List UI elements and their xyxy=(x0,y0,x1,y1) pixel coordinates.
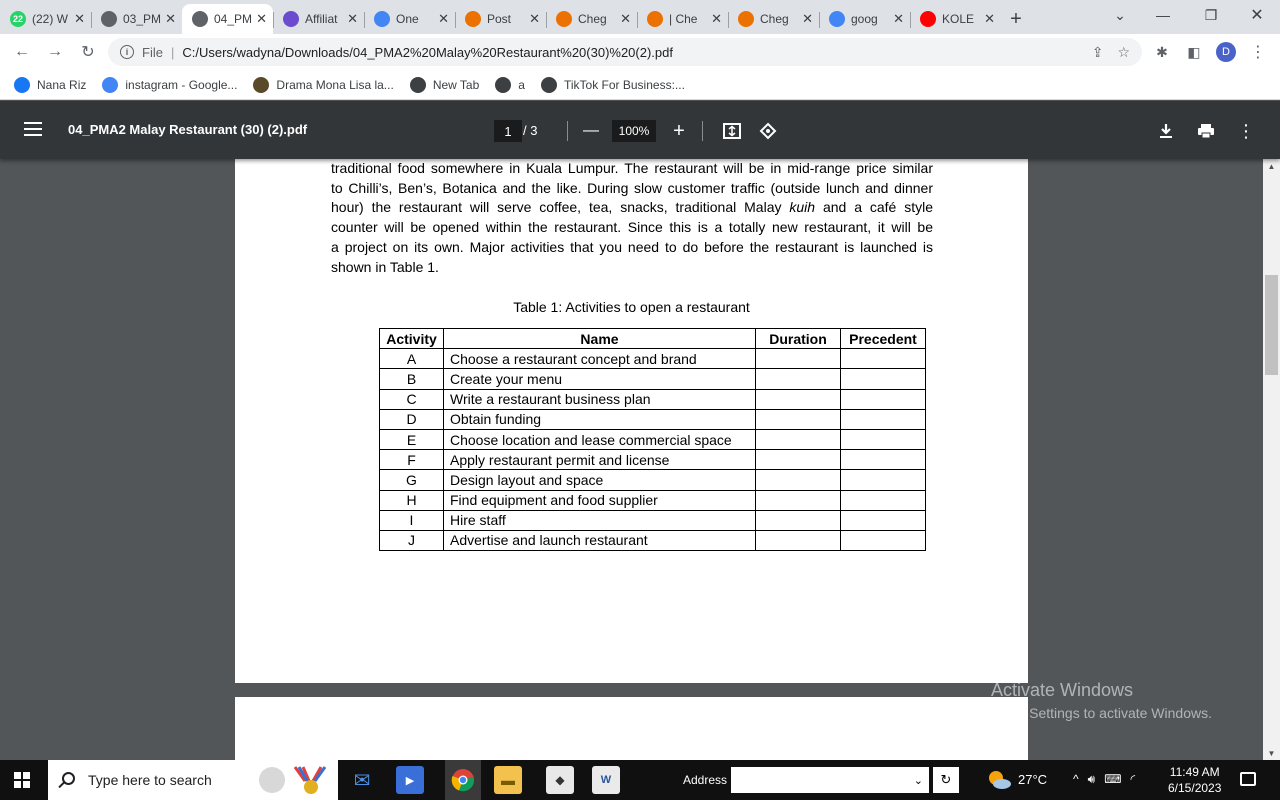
table-cell xyxy=(756,470,841,490)
tab-strip xyxy=(0,0,1280,34)
table-cell: Advertise and launch restaurant xyxy=(444,530,756,550)
tab-title: One xyxy=(396,12,419,26)
browser-tab[interactable] xyxy=(0,4,91,34)
word-icon[interactable]: W xyxy=(592,766,620,794)
browser-tab[interactable] xyxy=(182,4,273,34)
chegg-icon xyxy=(738,11,754,27)
table-row xyxy=(380,429,926,449)
more-actions-icon[interactable]: ⋮ xyxy=(1237,120,1255,141)
table-cell: A xyxy=(380,349,444,369)
table-cell: Apply restaurant permit and license xyxy=(444,450,756,470)
table-header-cell: Precedent xyxy=(841,329,926,349)
table-cell: Write a restaurant business plan xyxy=(444,389,756,409)
page-total: / 3 xyxy=(523,123,538,138)
table-cell xyxy=(756,389,841,409)
table-row xyxy=(380,369,926,389)
globe-icon xyxy=(495,77,511,93)
minimize-icon[interactable]: — xyxy=(1156,7,1170,23)
close-tab-icon[interactable]: ✕ xyxy=(438,11,449,26)
browser-tab[interactable] xyxy=(910,4,1001,34)
google-icon xyxy=(829,11,845,27)
browser-tab[interactable] xyxy=(546,4,637,34)
browser-tab[interactable] xyxy=(273,4,364,34)
google-icon xyxy=(102,77,118,93)
address-toolbar xyxy=(0,34,1280,70)
zoom-input[interactable]: 100% xyxy=(612,120,656,142)
paragraph-line: shown in Table 1. xyxy=(331,258,439,275)
search-icon xyxy=(62,772,75,785)
pdf-viewer[interactable] xyxy=(0,159,1280,760)
tab-title: Post xyxy=(487,12,512,26)
scroll-up-icon[interactable]: ▲ xyxy=(1267,161,1276,171)
bookmark-item[interactable] xyxy=(541,77,685,93)
watermark-subtitle: Go to Settings to activate Windows. xyxy=(991,705,1212,721)
table-cell: Choose a restaurant concept and brand xyxy=(444,349,756,369)
close-tab-icon[interactable]: ✕ xyxy=(802,11,813,26)
globe-icon xyxy=(410,77,426,93)
bookmark-label: a xyxy=(518,77,525,92)
close-window-icon[interactable]: ✕ xyxy=(1250,7,1264,24)
close-tab-icon[interactable]: ✕ xyxy=(529,11,540,26)
app-tile-icon[interactable]: ◆ xyxy=(546,766,574,794)
fit-to-page-icon[interactable] xyxy=(720,118,744,144)
avatar: D xyxy=(1216,42,1236,62)
chrome-taskbar-icon[interactable] xyxy=(445,760,481,800)
globe-icon xyxy=(192,11,208,27)
table-cell xyxy=(756,369,841,389)
close-tab-icon[interactable]: ✕ xyxy=(165,11,176,26)
browser-tab[interactable] xyxy=(637,4,728,34)
whatsapp-icon: 22 xyxy=(10,11,26,27)
windows-taskbar xyxy=(0,760,1280,800)
watermark-title: Activate Windows xyxy=(991,680,1134,700)
scheme-divider: | xyxy=(170,44,175,60)
table-cell: G xyxy=(380,470,444,490)
bookmark-item[interactable] xyxy=(410,77,479,93)
tab-title: 03_PM xyxy=(123,12,162,26)
activate-windows-watermark xyxy=(991,680,1212,721)
table-cell xyxy=(841,530,926,550)
table-row xyxy=(380,349,926,369)
bookmark-label: New Tab xyxy=(432,77,480,92)
address-toolbar-label: Address xyxy=(683,773,728,787)
omnibox[interactable] xyxy=(108,38,1142,66)
table-cell xyxy=(756,429,841,449)
close-tab-icon[interactable]: ✕ xyxy=(711,11,722,26)
activities-table xyxy=(379,328,926,551)
temperature[interactable]: 27°C xyxy=(1018,772,1048,787)
pdf-toolbar xyxy=(0,101,1280,159)
tab-title: 04_PM xyxy=(214,12,253,26)
taskbar-address-input[interactable]: ⌄ xyxy=(731,767,929,793)
table-row xyxy=(380,409,926,429)
system-clock[interactable] xyxy=(1168,764,1221,796)
table-cell: H xyxy=(380,490,444,510)
table-cell xyxy=(756,450,841,470)
globe-icon xyxy=(101,11,117,27)
bookmark-item[interactable] xyxy=(495,77,525,93)
golf-ball-icon[interactable] xyxy=(259,767,285,793)
system-tray xyxy=(1073,772,1135,787)
table-cell xyxy=(841,450,926,470)
toolbar-divider xyxy=(702,121,703,141)
table-cell xyxy=(841,510,926,530)
table-cell: C xyxy=(380,389,444,409)
rotate-icon[interactable] xyxy=(756,118,780,144)
table-header-cell: Name xyxy=(444,329,756,349)
youtube-icon xyxy=(920,11,936,27)
table-header-cell: Activity xyxy=(380,329,444,349)
browser-tab[interactable] xyxy=(819,4,910,34)
chegg-icon xyxy=(465,11,481,27)
pdf-menu-icon[interactable] xyxy=(24,122,42,136)
bookmark-item[interactable] xyxy=(14,77,86,93)
pdf-page xyxy=(235,139,1028,683)
google-icon xyxy=(374,11,390,27)
drama-thumbnail-icon xyxy=(253,77,269,93)
print-icon[interactable] xyxy=(1194,118,1218,144)
table-cell xyxy=(841,389,926,409)
paragraph-line: counter will be opened within the restaurant. Since this is a totally new restaurant, it will be xyxy=(331,219,933,236)
paragraph-line: traditional food somewhere in Kuala Lumpur. The restaurant will be in mid-range price similar xyxy=(331,159,933,176)
table-cell xyxy=(841,409,926,429)
forward-icon[interactable]: → xyxy=(47,43,63,60)
volume-icon[interactable]: 🔊︎ xyxy=(1087,772,1096,786)
toolbar-divider xyxy=(567,121,568,141)
table-row xyxy=(380,510,926,530)
table-row xyxy=(380,470,926,490)
bookmark-label: Drama Mona Lisa la... xyxy=(276,77,394,92)
affiliate-logo-icon xyxy=(283,11,299,27)
pdf-title: 04_PMA2 Malay Restaurant (30) (2).pdf xyxy=(68,122,308,137)
scrollbar[interactable] xyxy=(1263,159,1280,760)
table-row xyxy=(380,450,926,470)
bookmark-item[interactable] xyxy=(253,77,393,93)
chegg-icon xyxy=(647,11,663,27)
chegg-icon xyxy=(556,11,572,27)
tab-title: goog xyxy=(851,12,878,26)
table-cell xyxy=(756,409,841,429)
browser-tab[interactable] xyxy=(364,4,455,34)
url-text[interactable]: C:/Users/wadyna/Downloads/04_PMA2%20Malay%20Restaurant%20(30)%20(2).pdf xyxy=(182,44,673,60)
table-cell xyxy=(756,510,841,530)
bookmark-item[interactable] xyxy=(102,77,237,93)
table-cell xyxy=(841,429,926,449)
medal-icon[interactable] xyxy=(290,766,332,794)
table-cell xyxy=(841,349,926,369)
paragraph-line: hour) the restaurant will serve coffee, tea, snacks, traditional Malay kuih and a café style xyxy=(331,199,934,216)
table-cell xyxy=(756,530,841,550)
zoom-out-icon[interactable]: — xyxy=(583,122,599,139)
tab-title: Cheg xyxy=(760,12,789,26)
table-row xyxy=(380,490,926,510)
table-cell: I xyxy=(380,510,444,530)
table-cell: B xyxy=(380,369,444,389)
browser-tab[interactable] xyxy=(728,4,819,34)
scrollbar-thumb[interactable] xyxy=(1265,275,1278,375)
weather-icon[interactable] xyxy=(985,766,1013,794)
scheme-label: File xyxy=(142,44,163,60)
zoom-in-icon[interactable]: + xyxy=(673,119,685,142)
bookmark-label: Nana Riz xyxy=(37,77,87,92)
ime-icon[interactable]: ⌨︎ xyxy=(1104,772,1122,786)
chrome-menu-icon[interactable]: ⋮ xyxy=(1250,44,1266,61)
file-explorer-icon[interactable]: ▬ xyxy=(494,766,522,794)
tab-title: (22) W xyxy=(32,12,68,26)
tab-title: KOLE xyxy=(942,12,975,26)
profile-button[interactable] xyxy=(1215,40,1237,64)
download-icon[interactable] xyxy=(1154,118,1178,144)
table-cell xyxy=(841,490,926,510)
browser-tab[interactable] xyxy=(455,4,546,34)
table-cell xyxy=(841,369,926,389)
tab-title: | Che xyxy=(669,12,698,26)
tab-search-icon[interactable]: ⌄ xyxy=(1114,6,1126,23)
back-icon[interactable]: ← xyxy=(14,43,30,60)
close-tab-icon[interactable]: ✕ xyxy=(74,11,85,26)
wifi-icon[interactable]: ◜ xyxy=(1130,772,1136,786)
media-player-icon[interactable]: ▶ xyxy=(396,766,424,794)
bookmark-label: instagram - Google... xyxy=(125,77,238,92)
close-tab-icon[interactable]: ✕ xyxy=(984,11,995,26)
taskbar-refresh-icon[interactable]: ↻ xyxy=(933,767,959,793)
close-tab-icon[interactable]: ✕ xyxy=(620,11,631,26)
reload-icon[interactable]: ↻ xyxy=(81,44,95,61)
browser-tab[interactable] xyxy=(91,4,182,34)
clock-time: 11:49 AM xyxy=(1169,765,1220,779)
bookmark-star-icon[interactable]: ☆ xyxy=(1117,44,1130,60)
paragraph-line: to Chilli’s, Ben’s, Botanica and the like. During slow customer traffic (outside lunch and dinner xyxy=(331,179,933,196)
bookmarks-bar xyxy=(0,70,1280,100)
notifications-icon[interactable] xyxy=(1240,772,1256,786)
close-tab-icon[interactable]: ✕ xyxy=(347,11,358,26)
windows-start-icon[interactable] xyxy=(14,772,30,788)
table-cell xyxy=(756,490,841,510)
table-cell: Create your menu xyxy=(444,369,756,389)
table-caption: Table 1: Activities to open a restaurant xyxy=(513,299,750,315)
scroll-down-icon[interactable]: ▼ xyxy=(1267,748,1276,758)
new-tab-button[interactable]: + xyxy=(1010,7,1022,30)
table-cell: F xyxy=(380,450,444,470)
tab-title: Affiliat xyxy=(305,12,338,26)
table-cell: J xyxy=(380,530,444,550)
table-row xyxy=(380,389,926,409)
site-info-icon[interactable]: i xyxy=(120,45,134,59)
side-panel-icon[interactable]: ◧ xyxy=(1187,43,1201,60)
table-row xyxy=(380,530,926,550)
table-header-cell: Duration xyxy=(756,329,841,349)
page-number-input[interactable]: 1 xyxy=(494,120,522,142)
facebook-icon xyxy=(14,77,30,93)
table-cell: E xyxy=(380,429,444,449)
table-cell xyxy=(756,349,841,369)
table-cell: Find equipment and food supplier xyxy=(444,490,756,510)
clock-date: 6/15/2023 xyxy=(1168,781,1222,795)
share-icon[interactable]: ⇪ xyxy=(1091,44,1104,60)
restore-icon[interactable]: ❐ xyxy=(1204,6,1218,23)
search-placeholder: Type here to search xyxy=(88,772,212,788)
bookmark-label: TikTok For Business:... xyxy=(563,77,685,92)
table-cell: Design layout and space xyxy=(444,470,756,490)
extensions-icon[interactable]: ✱ xyxy=(1156,43,1168,60)
table-cell: Obtain funding xyxy=(444,409,756,429)
mail-icon[interactable]: ✉ xyxy=(353,769,371,792)
close-tab-icon[interactable]: ✕ xyxy=(893,11,904,26)
table-cell xyxy=(841,470,926,490)
table-cell: Hire staff xyxy=(444,510,756,530)
table-cell: Choose location and lease commercial space xyxy=(444,429,756,449)
paragraph-line: a project on its own. Major activities that you need to do before the restaurant is launched is xyxy=(331,238,933,255)
table-cell: D xyxy=(380,409,444,429)
globe-icon xyxy=(541,77,557,93)
chevron-up-icon[interactable]: ^ xyxy=(1073,772,1079,786)
tab-title: Cheg xyxy=(578,12,607,26)
close-tab-icon[interactable]: ✕ xyxy=(256,11,267,26)
document-paragraph xyxy=(331,139,933,278)
